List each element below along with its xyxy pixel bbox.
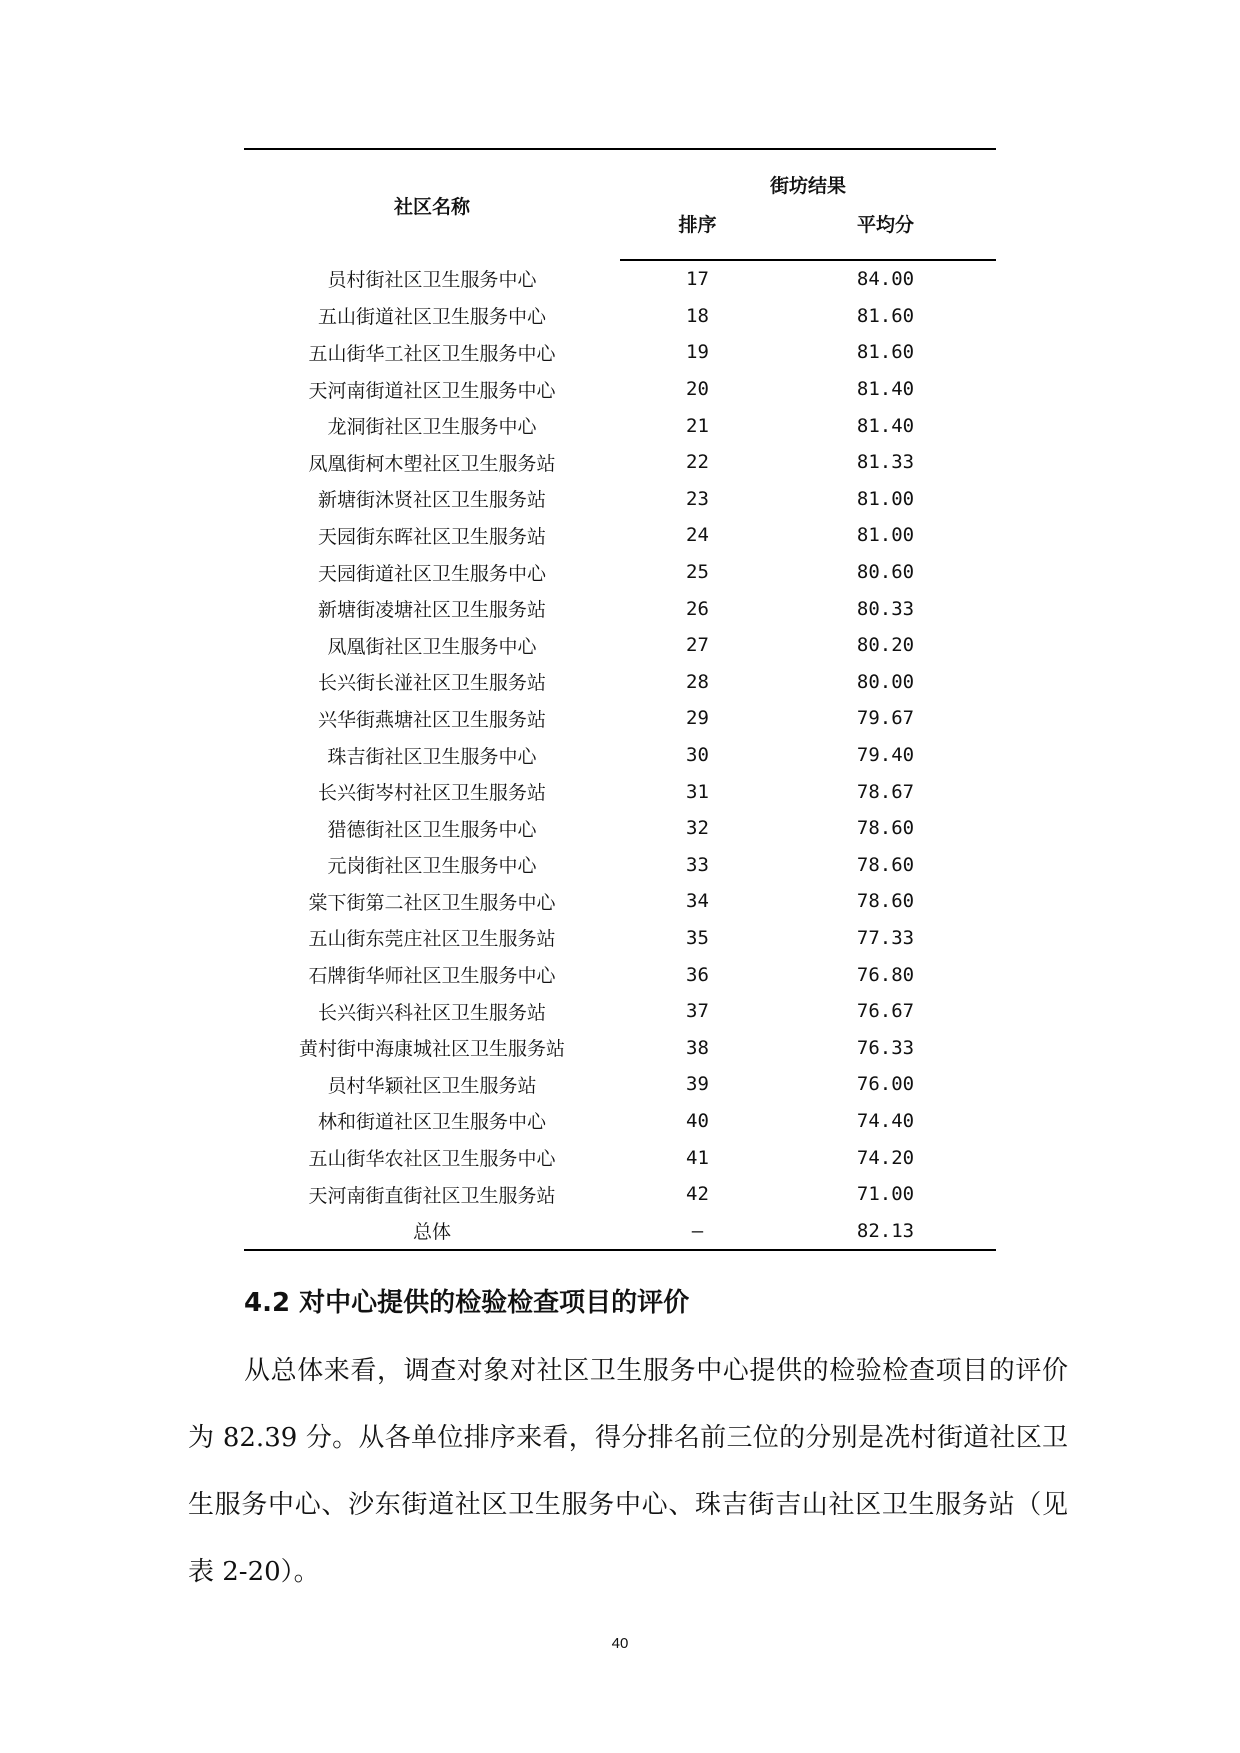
- cell-rank: —: [620, 1212, 775, 1250]
- cell-average: 81.40: [856, 414, 915, 437]
- cell-rank: 25: [686, 561, 709, 584]
- table-row: [244, 810, 996, 847]
- cell-name: 长兴街长湴社区卫生服务站: [317, 672, 546, 695]
- table-row: [244, 407, 996, 444]
- cell-rank: 41: [686, 1146, 709, 1169]
- cell-average: 78.60: [856, 890, 915, 913]
- cell-average: 76.67: [856, 1000, 915, 1023]
- cell-name: 凤凰街社区卫生服务中心: [327, 635, 537, 658]
- column-header-average: 平均分: [775, 202, 996, 260]
- cell-name: 新塘街沐贤社区卫生服务站: [317, 489, 546, 512]
- cell-name: 林和街道社区卫生服务中心: [317, 1111, 546, 1134]
- table-row: [244, 664, 996, 701]
- cell-rank: 20: [686, 378, 709, 401]
- cell-average: 74.20: [856, 1146, 915, 1169]
- table-row: [244, 920, 996, 957]
- cell-rank: 30: [686, 744, 709, 767]
- cell-average: 71.00: [856, 1183, 915, 1206]
- cell-rank: 34: [686, 890, 709, 913]
- cell-rank: 23: [686, 487, 709, 510]
- cell-name: 天河南街直街社区卫生服务站: [308, 1184, 556, 1207]
- column-header-name: 社区名称: [244, 149, 620, 260]
- cell-rank: 29: [686, 707, 709, 730]
- table-row: [244, 1212, 996, 1250]
- cell-rank: 19: [686, 341, 709, 364]
- cell-rank: 18: [686, 304, 709, 327]
- cell-average: 82.13: [775, 1212, 996, 1250]
- table-row: [244, 590, 996, 627]
- cell-rank: 37: [686, 1000, 709, 1023]
- table-row: [244, 993, 996, 1030]
- cell-rank: 26: [686, 597, 709, 620]
- cell-average: 76.00: [856, 1073, 915, 1096]
- table-row: [244, 847, 996, 884]
- table-row: [244, 956, 996, 993]
- cell-rank: 28: [686, 670, 709, 693]
- cell-name: 五山街华工社区卫生服务中心: [308, 342, 556, 365]
- cell-average: 81.60: [856, 304, 915, 327]
- column-header-rank: 排序: [620, 202, 775, 260]
- cell-name: 凤凰街柯木塱社区卫生服务站: [308, 452, 556, 475]
- column-group-header: 街坊结果: [620, 149, 996, 202]
- cell-average: 80.00: [856, 670, 915, 693]
- cell-average: 81.00: [856, 487, 915, 510]
- body-paragraph: 从总体来看，调查对象对社区卫生服务中心提供的检验检查项目的评价为 82.39 分。从各单位排序来看，得分排名前三位的分别是冼村街道社区卫生服务中心、沙东街道社区卫生服务中心、珠吉街吉山社区卫生服务站（见表 2-20）。: [188, 1356, 1068, 1587]
- cell-rank: 21: [686, 414, 709, 437]
- table-header: [244, 149, 996, 260]
- table-row: [244, 700, 996, 737]
- score-table-container: [244, 148, 996, 1251]
- table-row: [244, 773, 996, 810]
- cell-name: 兴华街燕塘社区卫生服务站: [317, 708, 546, 731]
- cell-average: 80.60: [856, 561, 915, 584]
- cell-name: 黄村街中海康城社区卫生服务站: [298, 1038, 565, 1061]
- cell-average: 81.33: [856, 451, 915, 474]
- cell-average: 78.67: [856, 780, 915, 803]
- cell-name: 五山街道社区卫生服务中心: [317, 306, 546, 329]
- cell-average: 79.40: [856, 744, 915, 767]
- table-row: [244, 737, 996, 774]
- cell-name: 猎德街社区卫生服务中心: [327, 818, 537, 841]
- table-row: [244, 517, 996, 554]
- cell-rank: 17: [686, 268, 709, 291]
- table-row: [244, 371, 996, 408]
- section-heading: 4.2 对中心提供的检验检查项目的评价: [244, 1288, 690, 1318]
- table-row: [244, 1139, 996, 1176]
- table-row: [244, 883, 996, 920]
- cell-name: 新塘街凌塘社区卫生服务站: [317, 599, 546, 622]
- cell-average: 84.00: [856, 268, 915, 291]
- table-row: [244, 1029, 996, 1066]
- cell-name: 五山街华农社区卫生服务中心: [308, 1148, 556, 1171]
- cell-average: 81.40: [856, 378, 915, 401]
- cell-average: 74.40: [856, 1109, 915, 1132]
- table-row: [244, 627, 996, 664]
- cell-name: 珠吉街社区卫生服务中心: [327, 745, 537, 768]
- cell-name: 石牌街华师社区卫生服务中心: [308, 965, 556, 988]
- cell-rank: 35: [686, 926, 709, 949]
- cell-rank: 38: [686, 1036, 709, 1059]
- table-row: [244, 1066, 996, 1103]
- table-row: [244, 444, 996, 481]
- cell-average: 78.60: [856, 817, 915, 840]
- cell-average: 76.80: [856, 963, 915, 986]
- cell-name: 员村华颖社区卫生服务站: [327, 1074, 537, 1097]
- cell-name: 元岗街社区卫生服务中心: [327, 855, 537, 878]
- table-row: [244, 1176, 996, 1213]
- score-table: [244, 148, 996, 1251]
- cell-name: 天园街东晖社区卫生服务站: [317, 525, 546, 548]
- cell-name: 员村街社区卫生服务中心: [327, 269, 537, 292]
- cell-rank: 33: [686, 853, 709, 876]
- table-body: [244, 260, 996, 1250]
- cell-name: 龙洞街社区卫生服务中心: [327, 416, 537, 439]
- cell-name: 棠下街第二社区卫生服务中心: [308, 891, 556, 914]
- cell-average: 78.60: [856, 853, 915, 876]
- cell-average: 79.67: [856, 707, 915, 730]
- cell-name: 长兴街兴科社区卫生服务站: [317, 1001, 546, 1024]
- table-row: [244, 260, 996, 298]
- cell-rank: 42: [686, 1183, 709, 1206]
- cell-rank: 32: [686, 817, 709, 840]
- cell-name: 天园街道社区卫生服务中心: [317, 562, 546, 585]
- cell-name: 五山街东莞庄社区卫生服务站: [308, 928, 556, 951]
- cell-average: 76.33: [856, 1036, 915, 1059]
- cell-name: 长兴街岑村社区卫生服务站: [317, 782, 546, 805]
- cell-rank: 24: [686, 524, 709, 547]
- cell-average: 81.00: [856, 524, 915, 547]
- cell-average: 80.20: [856, 634, 915, 657]
- cell-average: 80.33: [856, 597, 915, 620]
- table-row: [244, 554, 996, 591]
- cell-rank: 31: [686, 780, 709, 803]
- cell-average: 77.33: [856, 926, 915, 949]
- table-row: [244, 334, 996, 371]
- table-row: [244, 1103, 996, 1140]
- cell-rank: 27: [686, 634, 709, 657]
- cell-rank: 22: [686, 451, 709, 474]
- cell-name: 天河南街道社区卫生服务中心: [308, 379, 556, 402]
- cell-rank: 40: [686, 1109, 709, 1132]
- cell-average: 81.60: [856, 341, 915, 364]
- page-number: 40: [611, 1635, 629, 1652]
- cell-name: 总体: [244, 1212, 620, 1250]
- cell-rank: 39: [686, 1073, 709, 1096]
- cell-rank: 36: [686, 963, 709, 986]
- table-row: [244, 298, 996, 335]
- table-row: [244, 481, 996, 518]
